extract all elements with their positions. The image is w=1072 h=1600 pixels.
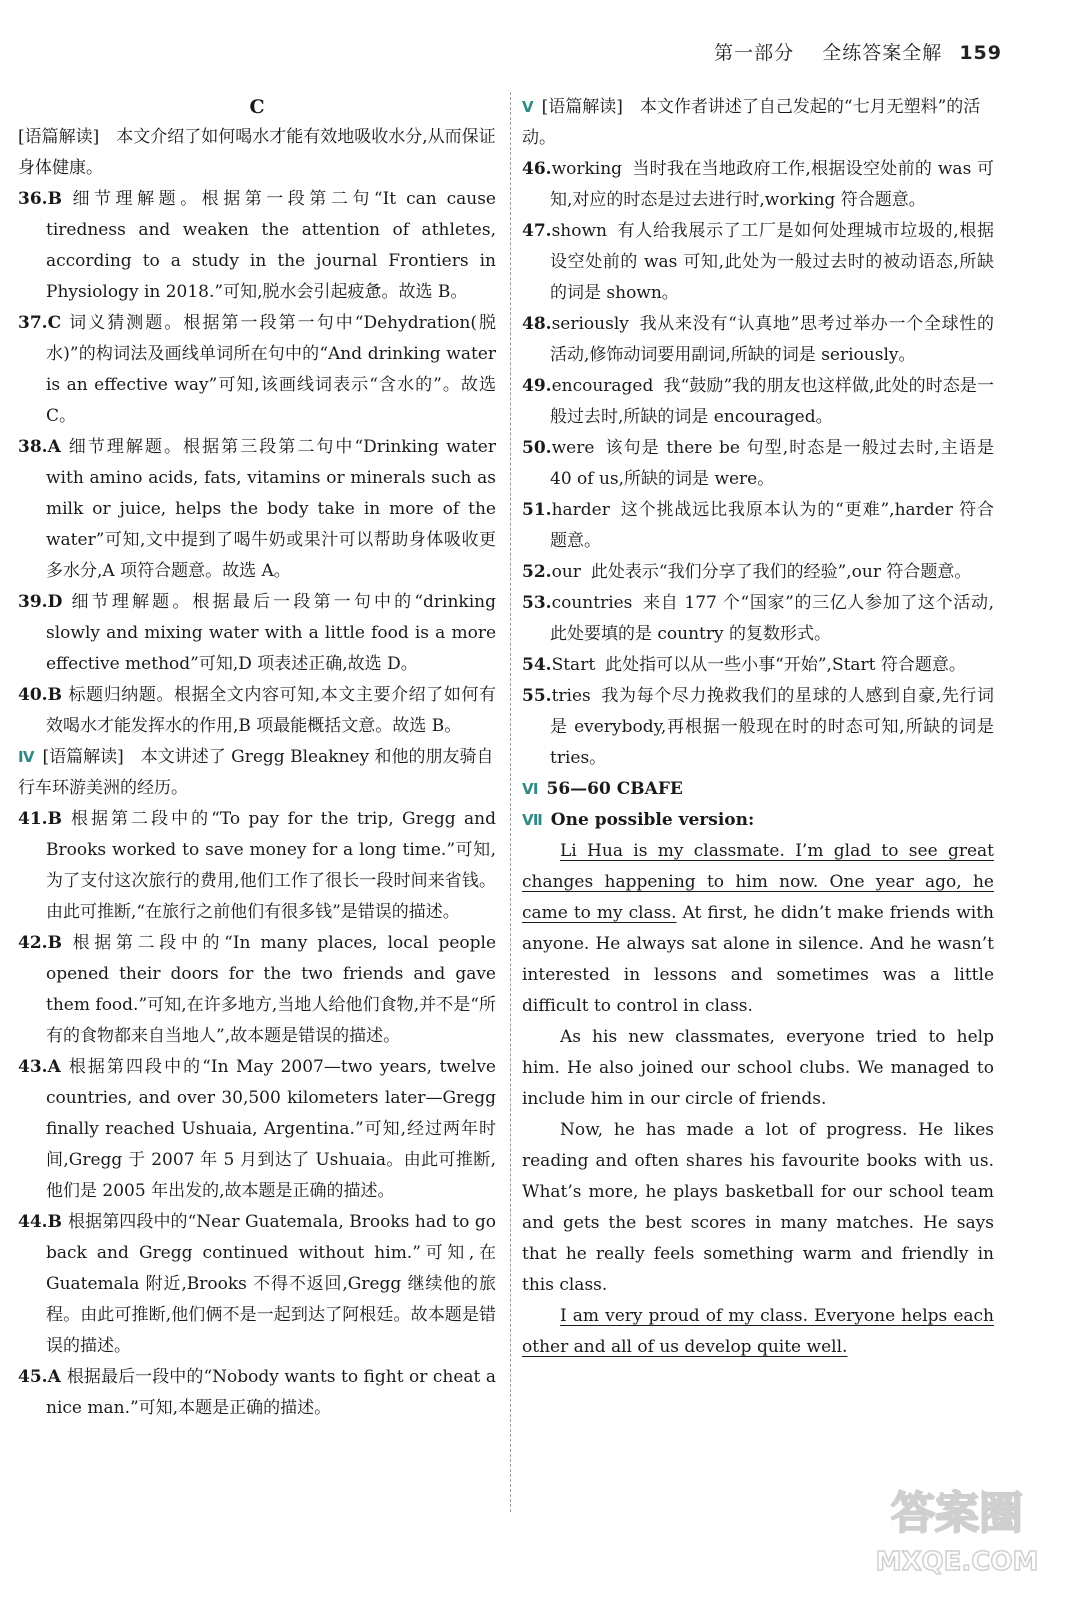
right-column — [522, 92, 994, 1363]
answer-item — [522, 681, 994, 774]
answer-item — [522, 557, 994, 588]
section-vi-answers: 56—60 CBAFE — [546, 779, 683, 799]
watermark-logo — [862, 1470, 1052, 1580]
header-part: 第一部分 — [714, 42, 795, 64]
section-iv-numeral: Ⅳ — [18, 748, 35, 766]
answer-number: 36.B — [18, 189, 62, 209]
answer-item — [522, 216, 994, 309]
answer-number: 48. — [522, 314, 552, 334]
answer-explanation: 细节理解题。根据第三段第二句中“Drinking water with amino acids, fats, vitamins or minerals such as milk or juice, helps the body take in more of the water”可知,文中提到了喝牛奶或果汁可以帮助身体吸收更多水分,A 项符合题意。故选 A。 — [46, 437, 496, 581]
answer-item — [522, 154, 994, 216]
answer-explanation: 此处表示“我们分享了我们的经验”,our 符合题意。 — [590, 562, 972, 582]
answer-explanation: 我从来没有“认真地”思考过举办一个全球性的活动,修饰动词要用副词,所缺的词是 seriously。 — [550, 314, 994, 365]
answer-explanation: 根据第四段中的“In May 2007—two years, twelve countries, and over 30,500 kilometers later—Gregg finally reached Ushuaia, Argentina.”可知,经过两年时间,Gregg 于 2007 年 5 月到达了 Ushuaia。由此可推断,他们是 2005 年出发的,故本题是正确的描述。 — [46, 1057, 496, 1201]
essay-paragraph — [522, 1301, 994, 1363]
answer-explanation: 有人给我展示了工厂是如何处理城市垃圾的,根据设空处前的 was 可知,此处为一般过去时的被动语态,所缺的词是 shown。 — [550, 221, 994, 303]
watermark-line2: MXQE.COM — [875, 1547, 1039, 1577]
answer-item — [522, 650, 994, 681]
answer-number: 39.D — [18, 592, 63, 612]
page-header — [714, 38, 1002, 65]
answer-number: 44.B — [18, 1212, 62, 1232]
answer-number: 47. — [522, 221, 552, 241]
answer-explanation: 标题归纳题。根据全文内容可知,本文主要介绍了如何有效喝水才能发挥水的作用,B 项最能概括文意。故选 B。 — [46, 685, 496, 736]
header-book-title: 全练答案全解 — [822, 42, 943, 64]
answer-explanation: 根据第二段中的“To pay for the trip, Gregg and Brooks worked to save money for a long time.”可知,为了支付这次旅行的费用,他们工作了很长一段时间来省钱。由此可推断,“在旅行之前他们有很多钱”是错误的描述。 — [46, 809, 496, 922]
answer-word: harder — [551, 500, 610, 520]
section-v-text: [语篇解读] 本文作者讲述了自己发起的“七月无塑料”的活动。 — [522, 97, 981, 148]
answer-word: our — [551, 562, 581, 582]
answer-number: 51. — [522, 500, 552, 520]
answer-number: 42.B — [18, 933, 62, 953]
answer-explanation: 根据最后一段中的“Nobody wants to fight or cheat a nice man.”可知,本题是正确的描述。 — [46, 1367, 496, 1418]
answer-word: were — [551, 438, 595, 458]
answer-number: 55. — [522, 686, 552, 706]
answer-item — [18, 1207, 496, 1362]
answer-list-c — [18, 184, 496, 742]
answer-number: 50. — [522, 438, 552, 458]
answer-explanation: 来自 177 个“国家”的三亿人参加了这个活动,此处要填的是 country 的复数形式。 — [550, 593, 994, 644]
section-v-numeral: Ⅴ — [522, 98, 534, 116]
answer-explanation: 我“鼓励”我的朋友也这样做,此处的时态是一般过去时,所缺的词是 encouraged。 — [550, 376, 994, 427]
section-c-heading: C — [249, 96, 265, 118]
answer-item — [18, 587, 496, 680]
answer-item — [18, 184, 496, 308]
section-vii-heading: One possible version: — [550, 810, 755, 830]
answer-list-v — [522, 154, 994, 774]
answer-explanation: 词义猜测题。根据第一段第一句中“Dehydration(脱水)”的构词法及画线单词所在句中的“And drinking water is an effective way”可知,该画线词表示“含水的”。故选 C。 — [46, 313, 496, 426]
answer-number: 53. — [522, 593, 552, 613]
answer-item — [522, 371, 994, 433]
section-iv-text: [语篇解读] 本文讲述了 Gregg Bleakney 和他的朋友骑自行车环游美洲的经历。 — [18, 747, 494, 798]
essay-paragraph: Now, he has made a lot of progress. He likes reading and often shares his favourite books with us. What’s more, he plays basketball for our school team and gets the best scores in many matches. He says that he really feels something warm and friendly in this class. — [522, 1120, 994, 1295]
answer-explanation: 根据第二段中的“In many places, local people opened their doors for the two friends and gave them food.”可知,在许多地方,当地人给他们食物,并不是“所有的食物都来自当地人”,故本题是错误的描述。 — [46, 933, 496, 1046]
answer-number: 41.B — [18, 809, 62, 829]
section-iv-intro — [18, 742, 496, 804]
answer-explanation: 该句是 there be 句型,时态是一般过去时,主语是 40 of us,所缺的词是 were。 — [550, 438, 994, 489]
essay-paragraph — [522, 836, 994, 1022]
answer-number: 49. — [522, 376, 552, 396]
answer-number: 52. — [522, 562, 552, 582]
answer-number: 37.C — [18, 313, 62, 333]
answer-item — [18, 804, 496, 928]
answer-item — [18, 1362, 496, 1424]
answer-number: 45.A — [18, 1367, 61, 1387]
answer-number: 43.A — [18, 1057, 61, 1077]
answer-item — [18, 308, 496, 432]
section-vi-numeral: Ⅵ — [522, 780, 539, 798]
answer-explanation: 我为每个尽力挽救我们的星球的人感到自豪,先行词是 everybody,再根据一般现在时的时态可知,所缺的词是 tries。 — [550, 686, 994, 768]
answer-explanation: 根据第四段中的“Near Guatemala, Brooks had to go back and Gregg continued without him.”可知,在 Guatemala 附近,Brooks 不得不返回,Gregg 继续他的旅程。由此可推断,他们俩不是一起到达了阿根廷。故本题是错误的描述。 — [46, 1212, 496, 1356]
answer-item — [522, 495, 994, 557]
answer-explanation: 细节理解题。根据第一段第二句“It can cause tiredness and weaken the attention of athletes, according to a study in the journal Frontiers in Physiology in 2018.”可知,脱水会引起疲惫。故选 B。 — [46, 189, 496, 302]
answer-item — [522, 309, 994, 371]
answer-word: seriously — [551, 314, 629, 334]
essay-text: At first, he didn’t make friends with anyone. He always sat alone in silence. And he wasn’t interested in lessons and sometimes was a little difficult to control in class. — [522, 903, 994, 1016]
answer-number: 38.A — [18, 437, 61, 457]
answer-item — [18, 928, 496, 1052]
essay-underlined-text: I am very proud of my class. Everyone helps each other and all of us develop quite well. — [522, 1306, 994, 1357]
answer-explanation: 这个挑战远比我原本认为的“更难”,harder 符合题意。 — [550, 500, 994, 551]
watermark-line1: 答案圈 — [891, 1488, 1023, 1539]
answer-list-iv — [18, 804, 496, 1424]
answer-word: encouraged — [551, 376, 654, 396]
answer-word: tries — [551, 686, 591, 706]
answer-item — [18, 432, 496, 587]
answer-word: shown — [551, 221, 607, 241]
answer-explanation: 当时我在当地政府工作,根据设空处前的 was 可知,对应的时态是过去进行时,working 符合题意。 — [550, 159, 994, 210]
section-vii — [522, 805, 994, 836]
sample-essay — [522, 836, 994, 1363]
essay-underlined-text: Li Hua is my classmate. I’m glad to see great changes happening to him now. One year ago, he came to my class. — [522, 841, 994, 923]
answer-word: Start — [551, 655, 596, 675]
section-vii-numeral: Ⅶ — [522, 811, 543, 829]
essay-paragraph: As his new classmates, everyone tried to help him. He also joined our school clubs. We managed to include him in our circle of friends. — [522, 1027, 994, 1109]
left-column — [18, 92, 496, 1424]
answer-number: 40.B — [18, 685, 62, 705]
column-divider — [510, 92, 511, 1512]
answer-explanation: 细节理解题。根据最后一段第一句中的“drinking slowly and mixing water with a little food is a more effective method”可知,D 项表述正确,故选 D。 — [46, 592, 496, 674]
answer-item — [522, 433, 994, 495]
section-v-intro — [522, 92, 994, 154]
answer-number: 54. — [522, 655, 552, 675]
section-c-intro: [语篇解读] 本文介绍了如何喝水才能有效地吸收水分,从而保证身体健康。 — [18, 127, 496, 178]
answer-word: working — [551, 159, 623, 179]
answer-explanation: 此处指可以从一些小事“开始”,Start 符合题意。 — [605, 655, 966, 675]
answer-item — [522, 588, 994, 650]
answer-item — [18, 680, 496, 742]
answer-item — [18, 1052, 496, 1207]
answer-word: countries — [551, 593, 633, 613]
page-number: 159 — [959, 42, 1002, 64]
section-vi — [522, 774, 994, 805]
answer-number: 46. — [522, 159, 552, 179]
